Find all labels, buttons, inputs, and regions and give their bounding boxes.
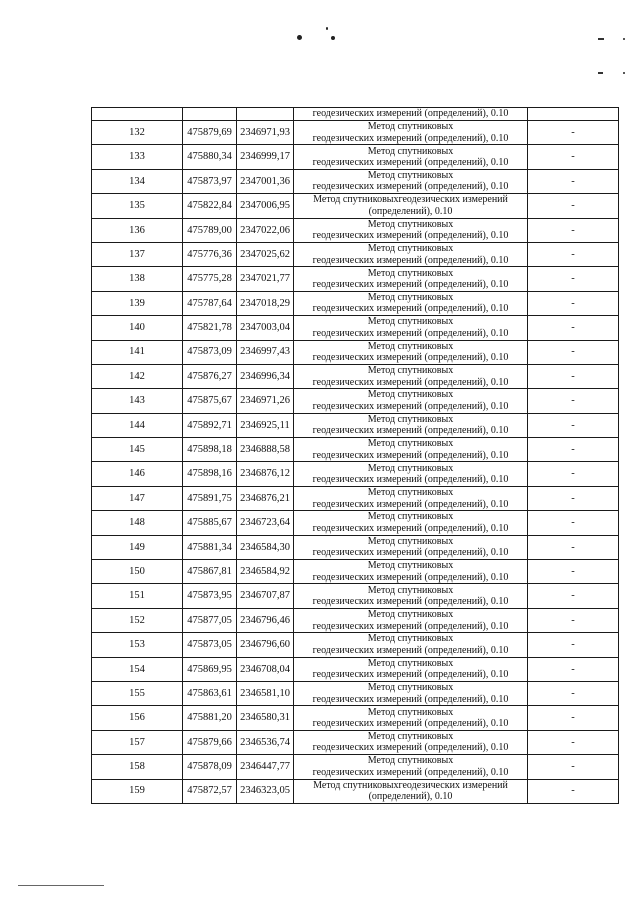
y-coordinate-cell: 2346584,30 <box>237 535 294 559</box>
point-number-cell: 159 <box>92 779 183 803</box>
description-cell: - <box>528 413 619 437</box>
method-line-2: (определений), 0.10 <box>368 205 453 217</box>
method-line-2: геодезических измерений (определений), 0.10 <box>312 449 509 461</box>
method-line-1: Метод спутниковых <box>367 145 454 157</box>
table-row <box>92 730 619 754</box>
table-row <box>92 145 619 169</box>
table-row <box>92 438 619 462</box>
y-coordinate-cell: 2346447,77 <box>237 755 294 779</box>
method-line-1: Метод спутниковых <box>367 487 454 499</box>
y-coordinate-cell: 2346876,21 <box>237 486 294 510</box>
y-coordinate-cell: 2346580,31 <box>237 706 294 730</box>
method-line-1: Метод спутниковых <box>367 389 454 401</box>
method-cell <box>294 145 528 169</box>
point-number-cell: 142 <box>92 364 183 388</box>
table-row <box>92 779 619 803</box>
method-line-1: Метод спутниковыхгеодезических измерений <box>313 779 508 791</box>
method-line-2: геодезических измерений (определений), 0.10 <box>312 498 509 510</box>
y-coordinate-cell: 2347022,06 <box>237 218 294 242</box>
x-coordinate-cell: 475879,66 <box>183 730 237 754</box>
method-line-1: Метод спутниковых <box>367 169 454 181</box>
point-number-cell: 149 <box>92 535 183 559</box>
table-row <box>92 706 619 730</box>
method-line-2: геодезических измерений (определений), 0.10 <box>312 108 509 120</box>
method-line-2: геодезических измерений (определений), 0.10 <box>312 327 509 339</box>
method-line-1: Метод спутниковых <box>367 413 454 425</box>
point-number-cell: 145 <box>92 438 183 462</box>
x-coordinate-cell: 475898,16 <box>183 462 237 486</box>
method-line-2: геодезических измерений (определений), 0.10 <box>312 742 509 754</box>
description-cell: - <box>528 584 619 608</box>
table-row <box>92 413 619 437</box>
description-cell: - <box>528 681 619 705</box>
method-line-1: Метод спутниковых <box>367 218 454 230</box>
point-number-cell <box>92 108 183 121</box>
description-cell: - <box>528 657 619 681</box>
description-cell: - <box>528 291 619 315</box>
method-line-1: Метод спутниковых <box>367 462 454 474</box>
method-line-2: геодезических измерений (определений), 0.10 <box>312 669 509 681</box>
method-line-1: Метод спутниковых <box>367 657 454 669</box>
point-number-cell: 157 <box>92 730 183 754</box>
description-cell: - <box>528 364 619 388</box>
x-coordinate-cell: 475879,69 <box>183 121 237 145</box>
description-cell: - <box>528 511 619 535</box>
description-cell: - <box>528 608 619 632</box>
description-cell: - <box>528 242 619 266</box>
method-cell <box>294 413 528 437</box>
scan-speck <box>331 36 335 40</box>
method-line-1: Метод спутниковых <box>367 682 454 694</box>
table-row <box>92 389 619 413</box>
y-coordinate-cell: 2347003,04 <box>237 316 294 340</box>
method-line-2: геодезических измерений (определений), 0.10 <box>312 400 509 412</box>
y-coordinate-cell: 2346581,10 <box>237 681 294 705</box>
x-coordinate-cell: 475867,81 <box>183 560 237 584</box>
point-number-cell: 147 <box>92 486 183 510</box>
table-row <box>92 608 619 632</box>
scan-speck <box>297 35 302 40</box>
x-coordinate-cell: 475873,05 <box>183 633 237 657</box>
x-coordinate-cell: 475878,09 <box>183 755 237 779</box>
description-cell: - <box>528 121 619 145</box>
x-coordinate-cell: 475873,97 <box>183 169 237 193</box>
description-cell: - <box>528 486 619 510</box>
footer-rule <box>18 885 104 886</box>
method-cell <box>294 706 528 730</box>
description-cell: - <box>528 145 619 169</box>
table-row <box>92 681 619 705</box>
method-cell <box>294 169 528 193</box>
x-coordinate-cell: 475880,34 <box>183 145 237 169</box>
method-line-1: Метод спутниковых <box>367 584 454 596</box>
table-row <box>92 316 619 340</box>
point-number-cell: 151 <box>92 584 183 608</box>
method-cell <box>294 438 528 462</box>
continuation-row <box>92 108 619 121</box>
method-line-2: геодезических измерений (определений), 0.10 <box>312 596 509 608</box>
table-row <box>92 535 619 559</box>
method-cell <box>294 389 528 413</box>
method-line-2: геодезических измерений (определений), 0.10 <box>312 547 509 559</box>
x-coordinate-cell: 475873,09 <box>183 340 237 364</box>
method-line-1: Метод спутниковых <box>367 511 454 523</box>
point-number-cell: 141 <box>92 340 183 364</box>
method-cell <box>294 267 528 291</box>
description-cell: - <box>528 194 619 218</box>
method-cell <box>294 779 528 803</box>
x-coordinate-cell: 475821,78 <box>183 316 237 340</box>
y-coordinate-cell: 2347021,77 <box>237 267 294 291</box>
table-row <box>92 169 619 193</box>
method-line-1: Метод спутниковых <box>367 706 454 718</box>
y-coordinate-cell: 2346999,17 <box>237 145 294 169</box>
method-line-2: геодезических измерений (определений), 0.10 <box>312 718 509 730</box>
description-cell: - <box>528 730 619 754</box>
method-line-1: Метод спутниковых <box>367 438 454 450</box>
y-coordinate-cell <box>237 108 294 121</box>
method-cell <box>294 291 528 315</box>
description-cell: - <box>528 389 619 413</box>
description-cell: - <box>528 560 619 584</box>
method-line-1: Метод спутниковых <box>367 609 454 620</box>
method-line-2: геодезических измерений (определений), 0.10 <box>312 620 509 632</box>
point-number-cell: 144 <box>92 413 183 437</box>
y-coordinate-cell: 2346584,92 <box>237 560 294 584</box>
method-line-1: Метод спутниковыхгеодезических измерений <box>313 194 508 206</box>
method-cell <box>294 242 528 266</box>
description-cell: - <box>528 462 619 486</box>
y-coordinate-cell: 2346708,04 <box>237 657 294 681</box>
method-cell <box>294 194 528 218</box>
method-line-2: геодезических измерений (определений), 0.10 <box>312 352 509 364</box>
point-number-cell: 148 <box>92 511 183 535</box>
point-number-cell: 132 <box>92 121 183 145</box>
table-row <box>92 633 619 657</box>
table-row <box>92 462 619 486</box>
point-number-cell: 156 <box>92 706 183 730</box>
x-coordinate-cell: 475881,20 <box>183 706 237 730</box>
point-number-cell: 137 <box>92 242 183 266</box>
method-cell <box>294 755 528 779</box>
method-line-2: геодезических измерений (определений), 0.10 <box>312 693 509 705</box>
method-cell <box>294 316 528 340</box>
method-line-1: Метод спутниковых <box>367 633 454 645</box>
method-cell <box>294 633 528 657</box>
description-cell: - <box>528 340 619 364</box>
table-row <box>92 364 619 388</box>
x-coordinate-cell: 475885,67 <box>183 511 237 535</box>
y-coordinate-cell: 2347001,36 <box>237 169 294 193</box>
x-coordinate-cell: 475787,64 <box>183 291 237 315</box>
point-number-cell: 143 <box>92 389 183 413</box>
table-row <box>92 291 619 315</box>
y-coordinate-cell: 2347025,62 <box>237 242 294 266</box>
y-coordinate-cell: 2347006,95 <box>237 194 294 218</box>
y-coordinate-cell: 2346796,60 <box>237 633 294 657</box>
scan-speck <box>623 38 625 40</box>
point-number-cell: 138 <box>92 267 183 291</box>
table-row <box>92 194 619 218</box>
point-number-cell: 150 <box>92 560 183 584</box>
description-cell: - <box>528 438 619 462</box>
method-line-2: геодезических измерений (определений), 0.10 <box>312 474 509 486</box>
y-coordinate-cell: 2346707,87 <box>237 584 294 608</box>
point-number-cell: 154 <box>92 657 183 681</box>
method-line-2: геодезических измерений (определений), 0.10 <box>312 230 509 242</box>
scan-mark <box>598 72 603 74</box>
x-coordinate-cell: 475869,95 <box>183 657 237 681</box>
x-coordinate-cell: 475892,71 <box>183 413 237 437</box>
method-cell <box>294 608 528 632</box>
point-number-cell: 135 <box>92 194 183 218</box>
point-number-cell: 146 <box>92 462 183 486</box>
method-line-1: Метод спутниковых <box>367 535 454 547</box>
method-line-1: Метод спутниковых <box>367 316 454 328</box>
method-cell <box>294 462 528 486</box>
x-coordinate-cell: 475863,61 <box>183 681 237 705</box>
x-coordinate-cell: 475822,84 <box>183 194 237 218</box>
table-row <box>92 560 619 584</box>
point-number-cell: 155 <box>92 681 183 705</box>
y-coordinate-cell: 2346925,11 <box>237 413 294 437</box>
table-row <box>92 121 619 145</box>
description-cell <box>528 108 619 121</box>
table-row <box>92 584 619 608</box>
scan-speck <box>326 27 328 30</box>
description-cell: - <box>528 218 619 242</box>
coordinates-table <box>91 107 619 804</box>
x-coordinate-cell <box>183 108 237 121</box>
method-line-2: геодезических измерений (определений), 0.10 <box>312 522 509 534</box>
x-coordinate-cell: 475776,36 <box>183 242 237 266</box>
table-row <box>92 755 619 779</box>
y-coordinate-cell: 2346723,64 <box>237 511 294 535</box>
y-coordinate-cell: 2346888,58 <box>237 438 294 462</box>
method-line-1: Метод спутниковых <box>367 365 454 377</box>
x-coordinate-cell: 475877,05 <box>183 608 237 632</box>
method-cell <box>294 560 528 584</box>
point-number-cell: 133 <box>92 145 183 169</box>
y-coordinate-cell: 2346971,93 <box>237 121 294 145</box>
description-cell: - <box>528 706 619 730</box>
method-line-1: Метод спутниковых <box>367 267 454 279</box>
x-coordinate-cell: 475891,75 <box>183 486 237 510</box>
table-row <box>92 218 619 242</box>
method-cell <box>294 486 528 510</box>
point-number-cell: 152 <box>92 608 183 632</box>
x-coordinate-cell: 475873,95 <box>183 584 237 608</box>
table-row <box>92 340 619 364</box>
method-cell <box>294 108 528 121</box>
method-line-2: геодезических измерений (определений), 0.10 <box>312 157 509 169</box>
method-cell <box>294 657 528 681</box>
y-coordinate-cell: 2346796,46 <box>237 608 294 632</box>
method-line-2: геодезических измерений (определений), 0.10 <box>312 425 509 437</box>
method-line-2: геодезических измерений (определений), 0.10 <box>312 376 509 388</box>
description-cell: - <box>528 535 619 559</box>
x-coordinate-cell: 475775,28 <box>183 267 237 291</box>
method-cell <box>294 511 528 535</box>
method-line-1: Метод спутниковых <box>367 243 454 255</box>
method-line-2: геодезических измерений (определений), 0.10 <box>312 254 509 266</box>
method-line-2: геодезических измерений (определений), 0.10 <box>312 644 509 656</box>
method-cell <box>294 535 528 559</box>
method-cell <box>294 218 528 242</box>
table-row <box>92 486 619 510</box>
x-coordinate-cell: 475876,27 <box>183 364 237 388</box>
description-cell: - <box>528 779 619 803</box>
method-line-2: (определений), 0.10 <box>368 791 453 803</box>
method-line-2: геодезических измерений (определений), 0.10 <box>312 766 509 778</box>
method-line-1: Метод спутниковых <box>367 730 454 742</box>
table-row <box>92 511 619 535</box>
x-coordinate-cell: 475789,00 <box>183 218 237 242</box>
method-line-1: Метод спутниковых <box>367 121 454 133</box>
method-cell <box>294 584 528 608</box>
method-cell <box>294 681 528 705</box>
point-number-cell: 136 <box>92 218 183 242</box>
point-number-cell: 153 <box>92 633 183 657</box>
method-cell <box>294 340 528 364</box>
description-cell: - <box>528 169 619 193</box>
point-number-cell: 139 <box>92 291 183 315</box>
description-cell: - <box>528 267 619 291</box>
method-cell <box>294 364 528 388</box>
x-coordinate-cell: 475898,18 <box>183 438 237 462</box>
method-line-1: Метод спутниковых <box>367 755 454 767</box>
y-coordinate-cell: 2346323,05 <box>237 779 294 803</box>
x-coordinate-cell: 475872,57 <box>183 779 237 803</box>
point-number-cell: 158 <box>92 755 183 779</box>
method-line-2: геодезических измерений (определений), 0.10 <box>312 132 509 144</box>
table-row <box>92 657 619 681</box>
method-line-1: Метод спутниковых <box>367 291 454 303</box>
y-coordinate-cell: 2346997,43 <box>237 340 294 364</box>
method-line-1: Метод спутниковых <box>367 560 454 572</box>
method-cell <box>294 730 528 754</box>
x-coordinate-cell: 475881,34 <box>183 535 237 559</box>
scan-mark <box>598 38 604 40</box>
point-number-cell: 140 <box>92 316 183 340</box>
description-cell: - <box>528 755 619 779</box>
method-cell <box>294 121 528 145</box>
y-coordinate-cell: 2346996,34 <box>237 364 294 388</box>
y-coordinate-cell: 2346876,12 <box>237 462 294 486</box>
point-number-cell: 134 <box>92 169 183 193</box>
method-line-2: геодезических измерений (определений), 0.10 <box>312 303 509 315</box>
x-coordinate-cell: 475875,67 <box>183 389 237 413</box>
coordinates-table-container <box>91 107 613 804</box>
method-line-2: геодезических измерений (определений), 0.10 <box>312 571 509 583</box>
y-coordinate-cell: 2346536,74 <box>237 730 294 754</box>
y-coordinate-cell: 2347018,29 <box>237 291 294 315</box>
table-row <box>92 267 619 291</box>
method-line-2: геодезических измерений (определений), 0.10 <box>312 279 509 291</box>
method-line-2: геодезических измерений (определений), 0.10 <box>312 181 509 193</box>
table-row <box>92 242 619 266</box>
y-coordinate-cell: 2346971,26 <box>237 389 294 413</box>
description-cell: - <box>528 633 619 657</box>
method-line-1: Метод спутниковых <box>367 340 454 352</box>
scan-speck <box>623 72 625 74</box>
description-cell: - <box>528 316 619 340</box>
